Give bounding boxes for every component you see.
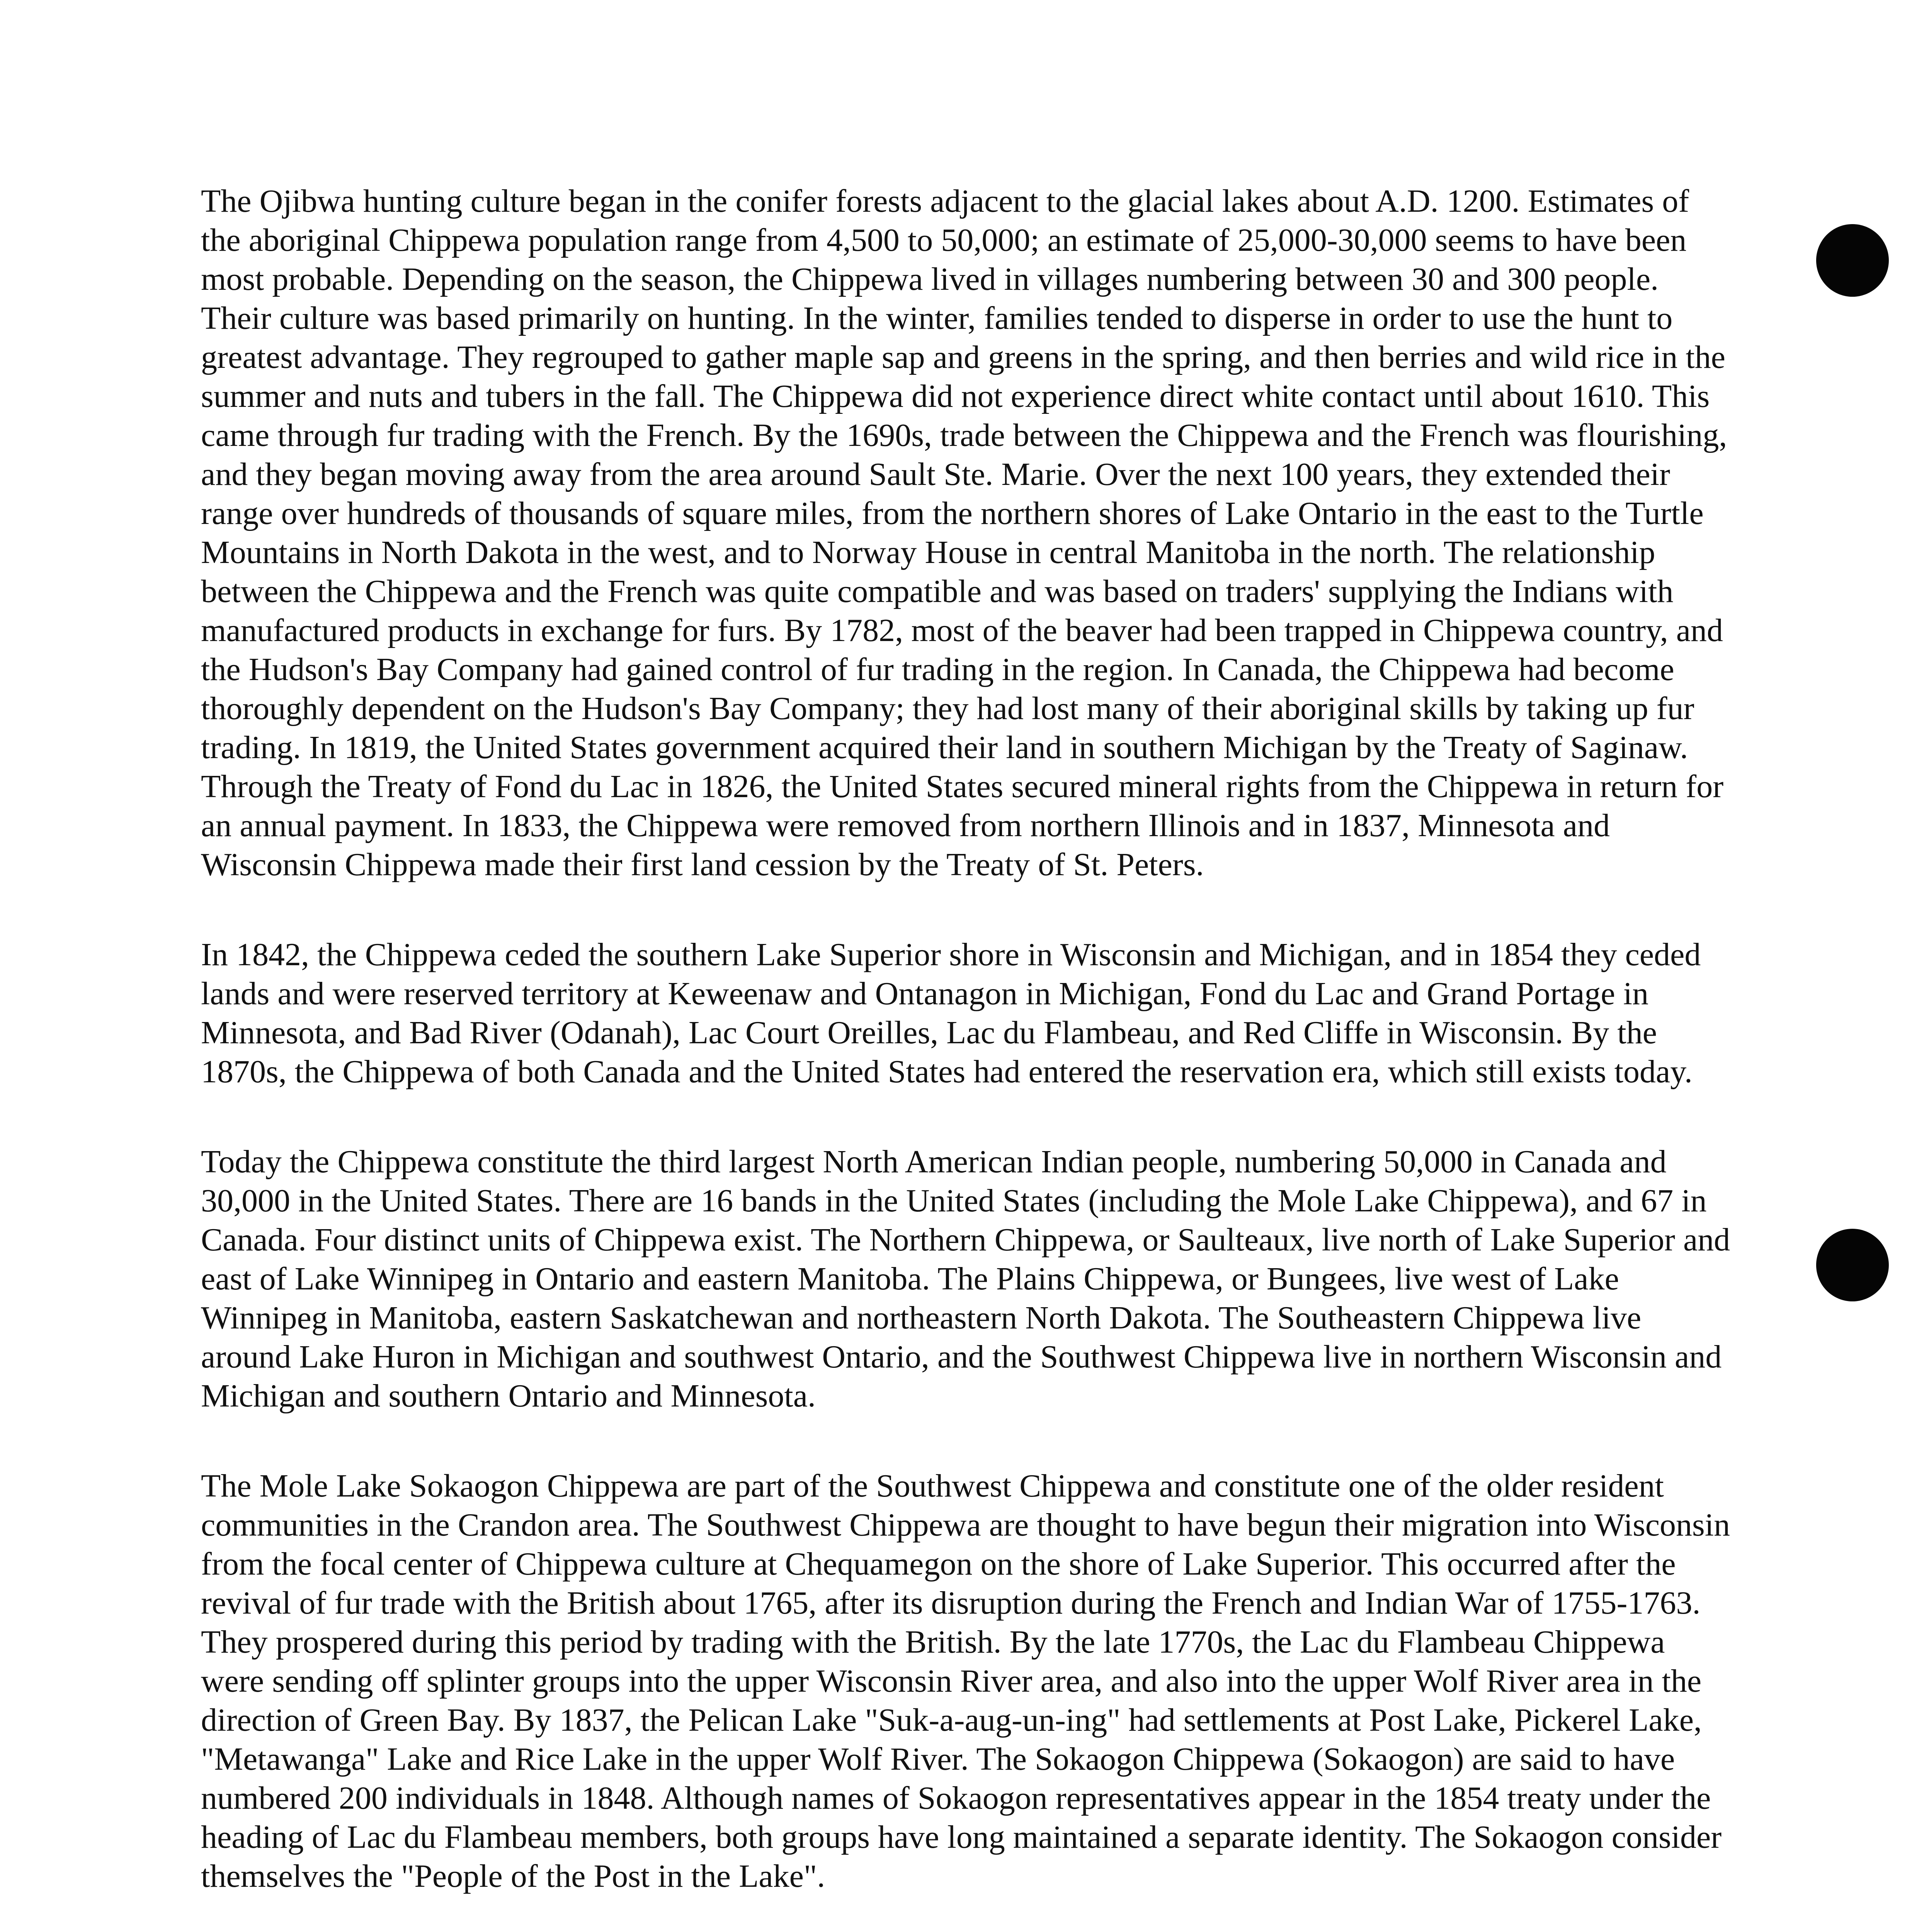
paragraph-chippewa-today: Today the Chippewa constitute the third largest North American Indian people, numbering 50,000 in Canada and 30,000 in the United States. There are 16 bands in the United States (including the Mole Lake Chippewa), and 67 in Canada. Four distinct units of Chippewa exist. The Northern Chippewa, or Saulteaux, live north of Lake Superior and east of Lake Winnipeg in Ontario and eastern Manitoba. The Plains Chippewa, or Bungees, live west of Lake Winnipeg in Manitoba, eastern Saskatchewan and northeastern North Dakota. The Southeastern Chippewa live around Lake Huron in Michigan and southwest Ontario, and the Southwest Chippewa live in northern Wisconsin and Michigan and southern Ontario and Minnesota. xyxy=(201,1144,1730,1414)
binder-hole-top xyxy=(1816,224,1889,297)
paragraph-mole-lake-sokaogon: The Mole Lake Sokaogon Chippewa are part of the Southwest Chippewa and constitute one of the older resident communities in the Crandon area. The Southwest Chippewa are thought to have begun their migration into Wisconsin from the focal center of Chippewa culture at Chequamegon on the shore of Lake Superior. This occurred after the revival of fur trade with the British about 1765, after its disruption during the French and Indian War of 1755-1763. They prospered during this period by trading with the British. By the late 1770s, the Lac du Flambeau Chippewa were sending off splinter groups into the upper Wisconsin River area, and also into the upper Wolf River area in the direction of Green Bay. By 1837, the Pelican Lake "Suk-a-aug-un-ing" had settlements at Post Lake, Pickerel Lake, "Metawanga" Lake and Rice Lake in the upper Wolf River. The Sokaogon Chippewa (Sokaogon) are said to have numbered 200 individuals in 1848. Although names of Sokaogon representatives appear in the 1854 treaty under the heading of Lac du Flambeau members, both groups have long maintained a separate identity. The Sokaogon consider themselves the "People of the Post in the Lake". xyxy=(201,1468,1730,1894)
paragraph-ojibwa-history: The Ojibwa hunting culture began in the conifer forests adjacent to the glacial lakes about A.D. 1200. Estimates of the aboriginal Chippewa population range from 4,500 to 50,000; an estimate of 25,000-30,000 seems to have been most probable. Depending on the season, the Chippewa lived in villages numbering between 30 and 300 people. Their culture was based primarily on hunting. In the winter, families tended to disperse in order to use the hunt to greatest advantage. They regrouped to gather maple sap and greens in the spring, and then berries and wild rice in the summer and nuts and tubers in the fall. The Chippewa did not experience direct white contact until about 1610. This came through fur trading with the French. By the 1690s, trade between the Chippewa and the French was flourishing, and they began moving away from the area around Sault Ste. Marie. Over the next 100 years, they extended their range over hundreds of thousands of square miles, from the northern shores of Lake Ontario in the east to the Turtle Mountains in North Dakota in the west, and to Norway House in central Manitoba in the north. The relationship between the Chippewa and the French was quite compatible and was based on traders' supplying the Indians with manufactured products in exchange for furs. By 1782, most of the beaver had been trapped in Chippewa country, and the Hudson's Bay Company had gained control of fur trading in the region. In Canada, the Chippewa had become thoroughly dependent on the Hudson's Bay Company; they had lost many of their aboriginal skills by taking up fur trading. In 1819, the United States government acquired their land in southern Michigan by the Treaty of Saginaw. Through the Treaty of Fond du Lac in 1826, the United States secured mineral rights from the Chippewa in return for an annual payment. In 1833, the Chippewa were removed from northern Illinois and in 1837, Minnesota and Wisconsin Chippewa made their first land cession by the Treaty of St. Peters. xyxy=(201,183,1727,883)
body-text xyxy=(201,182,1731,1896)
paragraph-land-cessions: In 1842, the Chippewa ceded the southern Lake Superior shore in Wisconsin and Michigan, and in 1854 they ceded lands and were reserved territory at Keweenaw and Ontanagon in Michigan, Fond du Lac and Grand Portage in Minnesota, and Bad River (Odanah), Lac Court Oreilles, Lac du Flambeau, and Red Cliffe in Wisconsin. By the 1870s, the Chippewa of both Canada and the United States had entered the reservation era, which still exists today. xyxy=(201,937,1701,1090)
binder-hole-middle xyxy=(1816,1229,1889,1301)
